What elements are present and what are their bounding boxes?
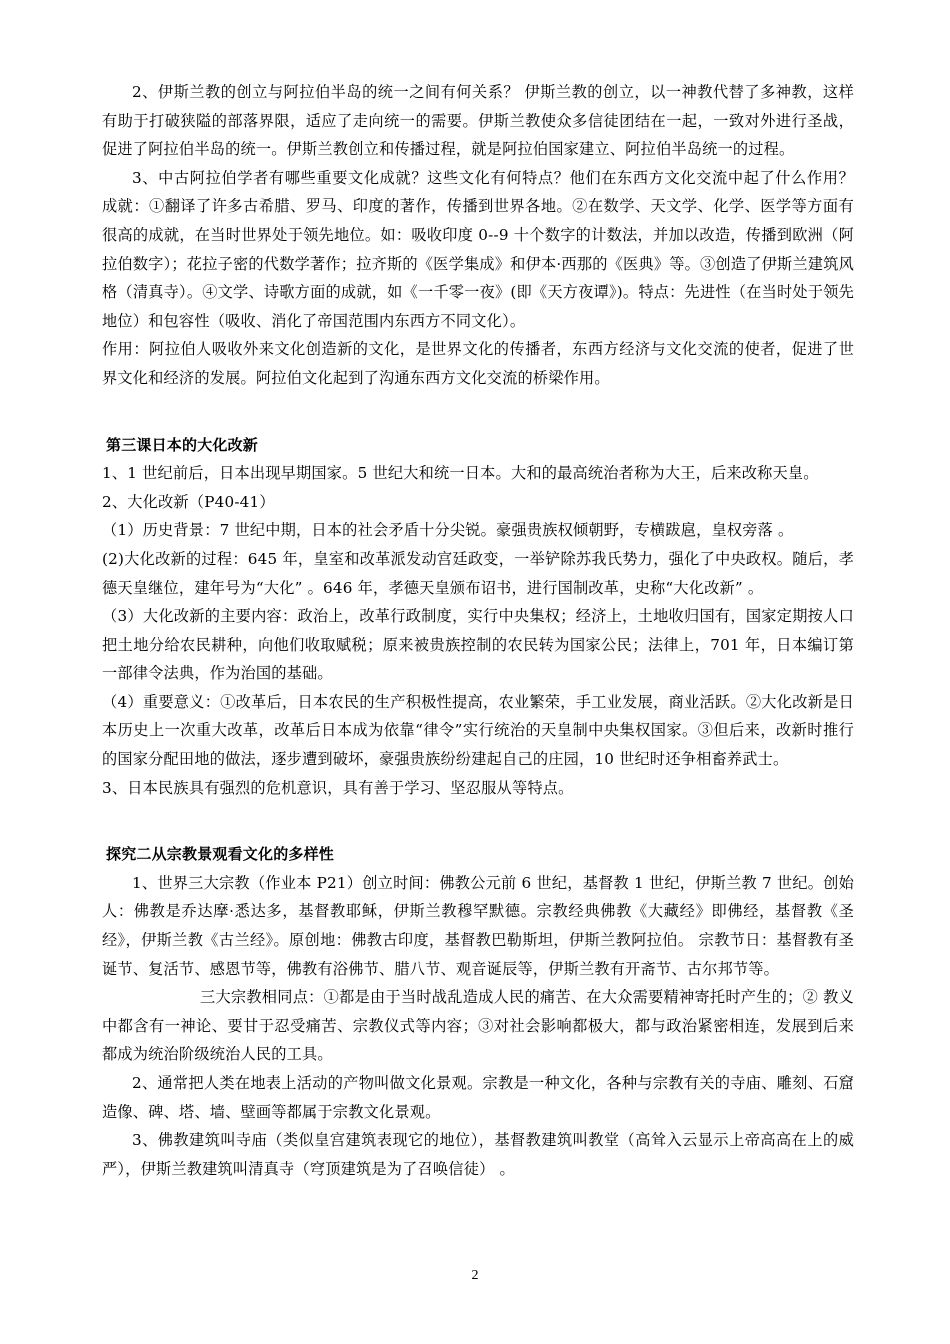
paragraph-taika-title: 2、大化改新（P40-41） xyxy=(102,492,275,511)
paragraph-common-points: 三大宗教相同点：①都是由于当时战乱造成人民的痛苦、在大众需要精神寄托时产生的；② 教义中都含有一神论、要甘于忍受痛苦、宗教仪式等内容；③对社会影响都极大，都与政治紧密相连，发展到后来都成为统治阶级统治人民的工具。 xyxy=(102,988,854,1064)
paragraph-background: （1）历史背景：7 世纪中期，日本的社会矛盾十分尖锐。豪强贵族权倾朝野，专横跋扈，皇权旁落 。 xyxy=(102,521,794,540)
paragraph-early-japan: 1、1 世纪前后，日本出现早期国家。5 世纪大和统一日本。大和的最高统治者称为大王，后来改称天皇。 xyxy=(102,464,819,483)
spacer xyxy=(102,802,854,840)
page-number: 2 xyxy=(471,1268,479,1283)
paragraph-arab-culture: 3、中古阿拉伯学者有哪些重要文化成就？这些文化有何特点？他们在东西方文化交流中起了什么作用？ 成就：①翻译了许多古希腊、罗马、印度的著作，传播到世界各地。②在数学、天文学、化学、医学等方面有很高的成就，在当时世界处于领先地位。如：吸收印度 0--9 十个数字的计数法，并加以改造，传播到欧洲（阿拉伯数字）；花拉子密的代数学著作；拉齐斯的《医学集成》和伊本·西那的《医典》等。③创造了伊斯兰建筑风格（清真寺）。④文学、诗歌方面的成就，如《一千零一夜》(即《天方夜谭》)。特点：先进性（在当时处于领先地位）和包容性（吸收、消化了帝国范围内东西方不同文化）。 xyxy=(102,168,854,330)
document-body xyxy=(102,78,854,1183)
paragraph-process: (2)大化改新的过程：645 年，皇室和改革派发动宫廷政变，一举铲除苏我氏势力，强化了中央政权。随后，孝德天皇继位，建年号为“大化” 。646 年，孝德天皇颁布诏书，进行国制改革，史称“大化改新” 。 xyxy=(102,549,854,597)
section-heading-religion: 探究二从宗教景观看文化的多样性 xyxy=(106,845,335,864)
section-heading-taika-reform: 第三课日本的大化改新 xyxy=(106,435,259,454)
spacer xyxy=(102,393,854,431)
paragraph-architecture: 3、佛教建筑叫寺庙（类似皇宫建筑表现它的地位），基督教建筑叫教堂（高耸入云显示上帝高高在上的威严），伊斯兰教建筑叫清真寺（穹顶建筑是为了召唤信徒） 。 xyxy=(102,1131,854,1178)
paragraph-content: （3）大化改新的主要内容：政治上，改革行政制度，实行中央集权；经济上，土地收归国有，国家定期按人口把土地分给农民耕种，向他们收取赋税；原来被贵族控制的农民转为国家公民；法律上，701 年，日本编订第一部律令法典，作为治国的基础。 xyxy=(102,607,854,683)
paragraph-cultural-landscape: 2、通常把人类在地表上活动的产物叫做文化景观。宗教是一种文化，各种与宗教有关的寺庙、雕刻、石窟造像、碑、塔、墙、壁画等都属于宗教文化景观。 xyxy=(102,1074,854,1121)
paragraph-japan-traits: 3、日本民族具有强烈的危机意识，具有善于学习、坚忍服从等特点。 xyxy=(102,778,574,797)
paragraph-three-religions: 1、世界三大宗教（作业本 P21）创立时间：佛教公元前 6 世纪，基督教 1 世纪，伊斯兰教 7 世纪。创始人：佛教是乔达摩·悉达多，基督教耶稣，伊斯兰教穆罕默德。宗教经典佛教《大藏经》即佛经，基督教《圣经》，伊斯兰教《古兰经》。原创地：佛教古印度，基督教巴勒斯坦，伊斯兰教阿拉伯。 宗教节日：基督教有圣诞节、复活节、感恩节等，佛教有浴佛节、腊八节、观音诞辰等，伊斯兰教有开斋节、古尔邦节等。 xyxy=(102,873,854,978)
paragraph-islam-unification: 2、伊斯兰教的创立与阿拉伯半岛的统一之间有何关系？ 伊斯兰教的创立，以一神教代替了多神教，这样有助于打破狭隘的部落界限，适应了走向统一的需要。伊斯兰教使众多信徒团结在一起，一致对外进行圣战，促进了阿拉伯半岛的统一。伊斯兰教创立和传播过程，就是阿拉伯国家建立、阿拉伯半岛统一的过程。 xyxy=(102,83,854,159)
paragraph-significance: （4）重要意义：①改革后，日本农民的生产积极性提高，农业繁荣，手工业发展，商业活跃。②大化改新是日本历史上一次重大改革，改革后日本成为依靠“律令”实行统治的天皇制中央集权国家。③但后来，改新时推行的国家分配田地的做法，逐步遭到破坏，豪强贵族纷纷建起自己的庄园，10 世纪时还争相畜养武士。 xyxy=(102,692,854,769)
paragraph-arab-role: 作用：阿拉伯人吸收外来文化创造新的文化，是世界文化的传播者，东西方经济与文化交流的使者，促进了世界文化和经济的发展。阿拉伯文化起到了沟通东西方文化交流的桥梁作用。 xyxy=(102,340,854,387)
